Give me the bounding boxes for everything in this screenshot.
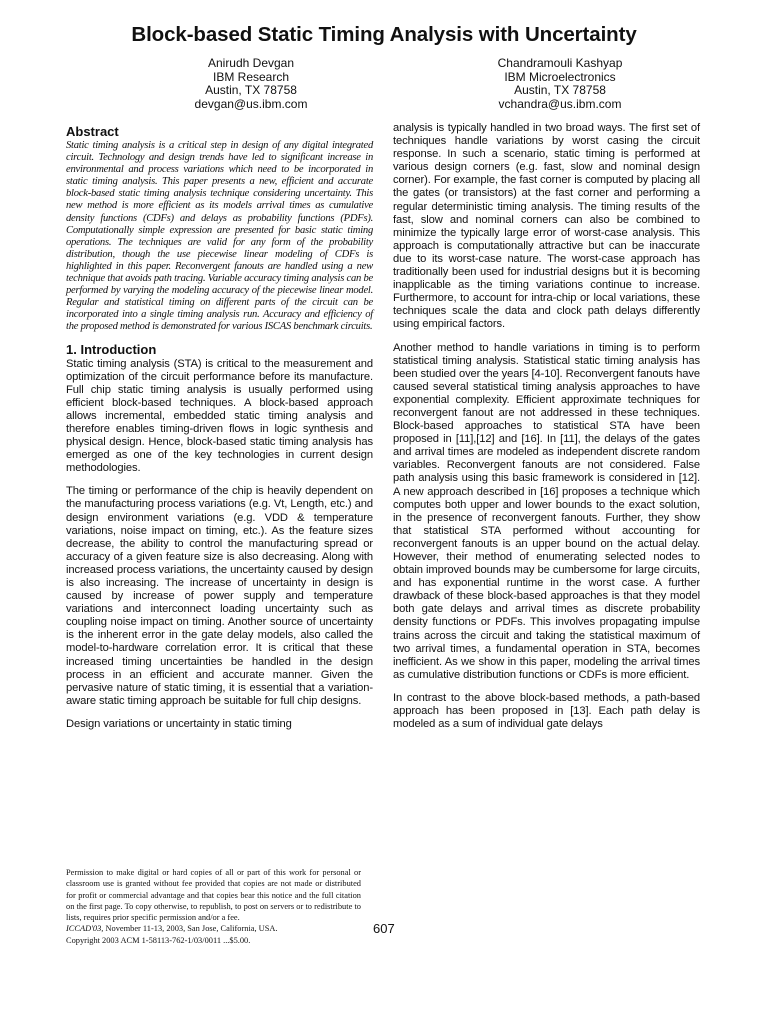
- abstract-text: Static timing analysis is a critical step in design of any digital integrated circuit. Technology and design trends have led to significant increase in environmental and process variations which need to be incorporated in static timing analysis. This paper presents a new, efficient and accurate block-based static timing analysis technique considering uncertainty. This new method is more efficient as its models arrival times as cumulative density functions (CDFs) and delays as probability functions (PDFs). Computationally simple expression are presented for basic static timing operations. The techniques are valid for any form of the probability distribution, though the use piecewise linear modeling of CDFs is highlighted in this paper. Reconvergent fanouts are handled using a new technique that avoids path tracing. Variable accuracy timing analysis can be performed by varying the modeling accuracy of the piecewise linear model. Regular and statistical timing on different parts of the circuit can be incorporated into a single timing analysis run. Accuracy and efficiency of the proposed method is demonstrated for various ISCAS benchmark circuits.: [66, 140, 373, 333]
- author-affiliation: IBM Research: [212, 69, 290, 84]
- intro-paragraph-3: Design variations or uncertainty in static timing: [66, 717, 292, 730]
- intro-paragraph-1: Static timing analysis (STA) is critical to the measurement and optimization of the circuit performance before its manufacture. Full chip static timing analysis is usually performed using efficient block-based techniques. A block-based approach allows incremental, embedded static timing analysis and therefore enables timing-driven flows in logic synthesis and physical design. Hence, block-based static timing analysis has emerged as one of the key technologies in current design methodologies.: [66, 357, 373, 475]
- right-paragraph-3: In contrast to the above block-based methods, a path-based approach has been proposed in [13]. Each path delay is modeled as a sum of individual gate delays: [393, 691, 700, 731]
- left-column: [66, 122, 373, 741]
- author-address: Austin, TX 78758: [205, 83, 297, 98]
- permission-text: Permission to make digital or hard copies of all or part of this work for personal or classroom use is granted without fee provided that copies are not made or distributed for profit or commercial advantage and that copies bear this notice and the full citation on the first page. To copy otherwise, to republish, to post on servers or to redistribute to lists, requires prior specific permission and/or a fee.: [66, 868, 361, 923]
- author-address: Austin, TX 78758: [514, 83, 606, 98]
- right-paragraph-2: Another method to handle variations in timing is to perform statistical timing analysis. Statistical static timing analysis has been studied over the years [4-10]. Reconvergent fanouts have caused several statistical timing analysis approaches to have exponential complexity. Efficient approximate techniques for reconvergent fanout are not addressed in these techniques. Block-based approaches to statistical STA have been proposed in [11],[12] and [16]. In [11], the delays of the gates and arrival times are modeled as independent discrete random variables. Reconvergent fanouts are not considered. False path analysis using this basic framework is considered in [12]. A new approach described in [16] proposes a technique which computes both upper and lower bounds to the exact solution, in the presence of reconvergent fanouts. Further, they show that statistical STA performed without accounting for reconvergent fanouts is an upper bound on the actual delay. However, their method of enumerating selected nodes to obtain improved bounds may be cumbersome for large circuits, and has exponential runtime in the worst case. A further drawback of these block-based approaches is that they model both gate delays and arrival times as discrete probability density functions or PDFs. This involves propagating impulse trains across the circuit and taking the statistical maximum of two arrival times, a fundamental operation in STA, becomes inefficient. As we show in this paper, modeling the arrival times as cumulative distribution functions or CDFs is more efficient.: [393, 341, 700, 681]
- author-affiliation: IBM Microelectronics: [504, 69, 616, 84]
- right-paragraph-1: analysis is typically handled in two broad ways. The first set of techniques handle variations by worst casing the circuit response. In such a scenario, static timing is performed at various design corners (e.g. fast, slow and nominal design corner). For example, the fast corner is computed by placing all the gates (or transistors) at the fast corner and performing a regular deterministic timing analysis. The timing results of the fast, slow and nominal corners can also be combined to minimize the typically large error of worst-case analysis. This approach is computationally attractive but can be inaccurate due to its worst-case nature. The worst-case approach has traditionally been used for industrial designs but it is becoming inapplicable as the timing variations continue to increase. Furthermore, to account for intra-chip or local variations, these techniques scale the data and clock path delays differently using empirical factors.: [393, 122, 700, 331]
- page-number: 607: [373, 921, 395, 936]
- author-block-2: [410, 57, 710, 111]
- introduction-heading: 1. Introduction: [66, 341, 157, 357]
- copyright-line: Copyright 2003 ACM 1-58113-762-1/03/0011 ...$5.00.: [66, 935, 251, 945]
- conference-line: [66, 923, 361, 934]
- author-name: Anirudh Devgan: [207, 56, 295, 70]
- author-name: Chandramouli Kashyap: [497, 56, 623, 70]
- permission-notice: [66, 867, 361, 946]
- right-column: [393, 122, 700, 741]
- conference-details: November 11-13, 2003, San Jose, California, USA.: [103, 924, 278, 934]
- conference-name: ICCAD'03,: [66, 924, 104, 934]
- paper-title: Block-based Static Timing Analysis with Uncertainty: [131, 23, 637, 46]
- author-email: vchandra@us.ibm.com: [498, 96, 622, 111]
- author-block-1: [101, 57, 401, 111]
- intro-paragraph-2: The timing or performance of the chip is heavily dependent on the manufacturing process variations (e.g. Vt, Length, etc.) and design environment variations (e.g. VDD & temperature variations, noise impact on timing, etc.). As the feature sizes decrease, the ability to control the manufacturing spread or accuracy of a given feature size is also decreasing. Along with increased process variations, the uncertainty caused by design is also increasing. The increase of uncertainty in design is caused by increase of power supply and temperature variations and interconnect loading uncertainty such as coupling noise impact on timing. Another source of uncertainty is the inherent error in the gate delay models, also called the model-to-hardware correlation error. It is critical that these increased timing uncertainties be handled in the design process in an efficient and accurate manner. Given the pervasive nature of static timing, it is essential that a variation-aware static timing approach be suitable for full chip designs.: [66, 485, 373, 707]
- author-email: devgan@us.ibm.com: [194, 96, 308, 111]
- abstract-heading: Abstract: [66, 124, 119, 139]
